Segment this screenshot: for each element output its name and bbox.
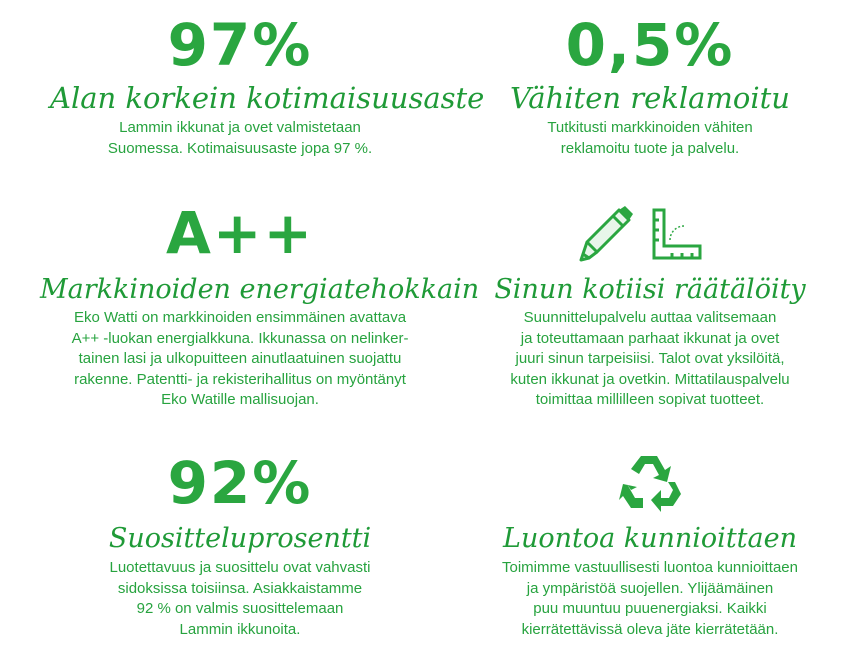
text-line: Suomessa. Kotimaisuusaste jopa 97 %. — [107, 139, 373, 157]
feature-tailored — [460, 200, 840, 411]
text-line: Lammin ikkunat ja ovet valmistetaan — [119, 119, 361, 136]
text-line: puu muuntuu puuenergiaksi. Kaikki — [533, 600, 767, 617]
text-line: juuri sinun tarpeisiisi. Talot ovat yksilöitä, — [515, 350, 785, 367]
text-line: 92 % on valmis suosittelemaan — [136, 600, 344, 617]
feature-recommendation — [40, 450, 440, 640]
text-line: reklamoitu tuote ja palvelu. — [560, 139, 740, 157]
text-line: toimittaa millilleen sopivat tuotteet. — [535, 391, 765, 408]
stat-92-percent: 92% — [167, 449, 313, 517]
text-line: kierrätettävissä oleva jäte kierrätetään. — [521, 620, 779, 638]
text-line: ja ympäristöä suojellen. Ylijäämäinen — [526, 579, 774, 597]
stat-97-percent: 97% — [167, 11, 313, 79]
stat-energy-class: A++ — [165, 199, 315, 267]
feature-headline: Luontoa kunnioittaen — [503, 523, 797, 554]
text-line: rakenne. Patentti- ja rekisterihallitus on myöntänyt — [74, 370, 406, 388]
feature-headline: Markkinoiden energiatehokkain — [40, 274, 480, 305]
text-line: kuten ikkunat ja ovetkin. Mittatilauspalvelu — [510, 370, 790, 388]
feature-headline: Alan korkein kotimaisuusaste — [50, 81, 485, 115]
recycle-icon-wrap — [460, 450, 840, 516]
pencil-icon — [575, 202, 635, 264]
tool-icons — [460, 200, 840, 266]
text-line: A++ -luokan energialkkuna. Ikkunassa on nelinker- — [71, 329, 409, 347]
text-line: ja toteuttamaan parhaat ikkunat ja ovet — [520, 329, 780, 347]
feature-least-complaints — [460, 10, 840, 159]
text-line: Lammin ikkunoita. — [179, 620, 301, 638]
feature-text — [40, 308, 440, 411]
feature-headline: Sinun kotiisi räätälöity — [494, 274, 806, 305]
feature-text — [50, 118, 430, 159]
text-line: Suunnittelupalvelu auttaa valitsemaan — [523, 309, 777, 326]
feature-domestic — [50, 10, 485, 159]
feature-nature — [460, 450, 840, 640]
text-line: tainen lasi ja ulkopuitteen ainutlaatuinen suojattu — [78, 350, 402, 367]
text-line: Eko Watille mallisuojan. — [161, 391, 319, 408]
feature-text — [460, 308, 840, 411]
feature-headline: Suositteluprosentti — [108, 523, 372, 554]
feature-text — [460, 118, 840, 159]
feature-text — [40, 558, 440, 640]
recycle-icon — [617, 452, 683, 514]
text-line: Tutkitusti markkinoiden vähiten — [547, 119, 753, 136]
feature-headline: Vähiten reklamoitu — [510, 81, 790, 115]
ruler-set-square-icon — [650, 206, 706, 262]
text-line: Luotettavuus ja suosittelu ovat vahvasti — [109, 559, 371, 576]
stat-0-5-percent: 0,5% — [565, 11, 735, 79]
text-line: Eko Watti on markkinoiden ensimmäinen avattava — [73, 309, 407, 326]
text-line: Toimimme vastuullisesti luontoa kunnioittaen — [502, 559, 798, 576]
text-line: sidoksissa toisiinsa. Asiakkaistamme — [117, 579, 363, 597]
feature-energy-efficiency — [40, 199, 480, 411]
feature-text — [460, 558, 840, 640]
